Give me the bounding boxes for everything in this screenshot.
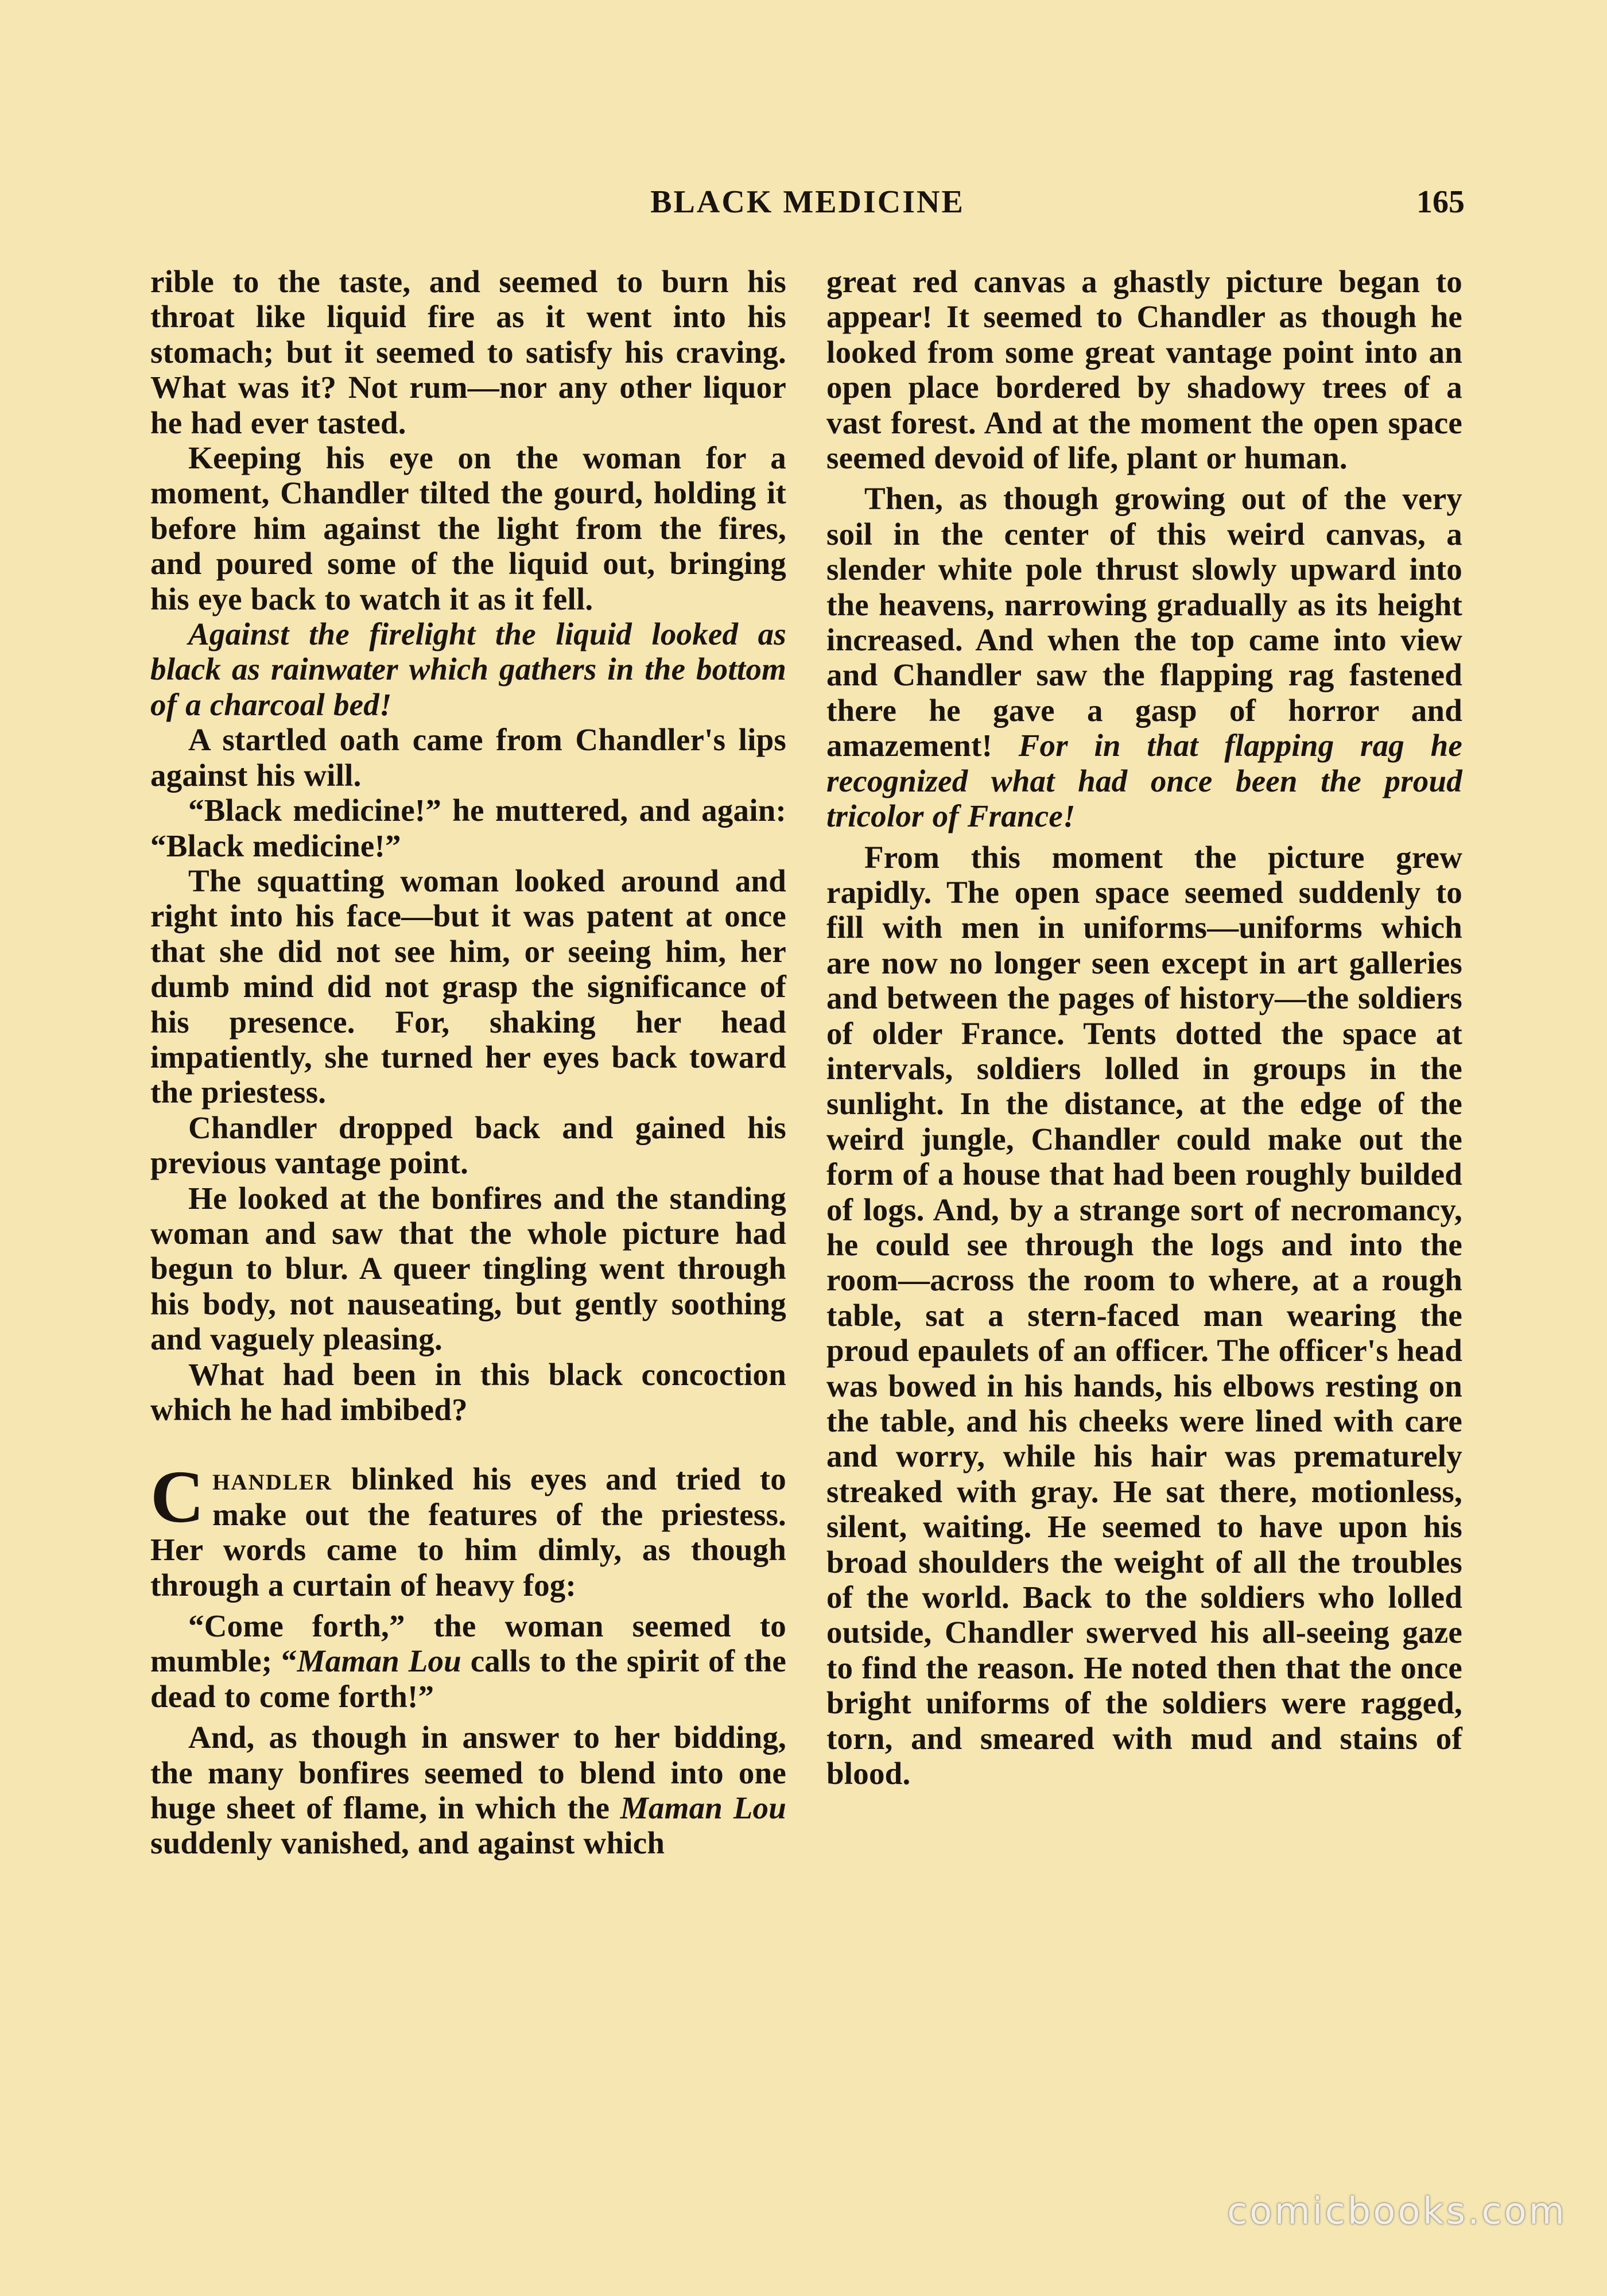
paragraph: He looked at the bonfires and the standing woman and saw that the whole picture had begun to blur. A queer tingling went through his body, not nauseating, but gently soothing and vaguely pleasing. <box>150 1180 786 1357</box>
paragraph: From this moment the picture grew rapidly. The open space seemed suddenly to fill with men in uniforms—uniforms which are now no longer seen except in art galleries and between the pages of history—the soldiers of older France. Tents dotted the space at intervals, soldiers lolled in groups in the sunlight. In the distance, at the edge of the weird jungle, Chandler could make out the form of a house that had been roughly builded of logs. And, by a strange sort of necromancy, he could see through the logs and into the room—across the room to where, at a rough table, sat a stern-faced man wearing the proud epaulets of an officer. The officer's head was bowed in his hands, his elbows resting on the table, and his cheeks were lined with care and worry, while his hair was prematurely streaked with gray. He sat there, motionless, silent, waiting. He seemed to have upon his broad shoulders the weight of all the troubles of the world. Back to the soldiers who lolled outside, Chandler swerved his all-seeing gaze to find the reason. He noted then that the once bright uniforms of the soldiers were ragged, torn, and smeared with mud and stains of blood. <box>826 839 1462 1791</box>
paragraph: Keeping his eye on the woman for a moment, Chandler tilted the gourd, holding it before him against the light from the fires, and poured some of the liquid out, bringing his eye back to watch it as it fell. <box>150 440 786 616</box>
paragraph: What had been in this black concoction which he had imbibed? <box>150 1356 786 1427</box>
paragraph: The squatting woman looked around and right into his face—but it was patent at once that she did not see him, or seeing him, her dumb mind did not grasp the significance of his presence. For, shaking her head impatiently, she turned her eyes back toward the priestess. <box>150 863 786 1110</box>
running-title: BLACK MEDICINE <box>650 184 965 220</box>
paragraph: “Black medicine!” he muttered, and again: “Black medicine!” <box>150 793 786 863</box>
section-opening-paragraph <box>150 1456 786 1603</box>
italic-phrase: Maman Lou <box>620 1790 786 1826</box>
paragraph: great red canvas a ghastly picture began to appear! It seemed to Chandler as though he looked from some great vantage point into an open place bordered by shadowy trees of a vast forest. And at the moment the open space seemed devoid of life, plant or human. <box>826 264 1462 476</box>
page-header <box>150 179 1465 225</box>
small-caps-word: handler <box>212 1461 333 1497</box>
italic-phrase: Maman Lou <box>297 1643 461 1679</box>
drop-cap: C <box>150 1456 205 1539</box>
paragraph-italic: Against the firelight the liquid looked as black as rainwater which gathers in the bottom of a charcoal bed! <box>150 616 786 722</box>
paragraph: A startled oath came from Chandler's lips against his will. <box>150 722 786 793</box>
paragraph: Chandler dropped back and gained his previous vantage point. <box>150 1110 786 1181</box>
paragraph-text: suddenly vanished, and against which <box>150 1825 665 1861</box>
paragraph-text: Then, as though growing out of the very soil in the center of this weird canvas, a slender white pole thrust slowly upward into the heavens, narrowing gradually as its height increased. And when the top came into view and Chandler saw the flapping rag fastened there he gave a gasp of horror and amazement! <box>826 481 1462 763</box>
paragraph-text: “Come forth,” the woman seemed to mumble; “ <box>150 1608 786 1679</box>
paragraph-text: blinked his eyes and tried to make out the features of the priestess. Her words came to him dimly, as though through a curtain of heavy fog: <box>150 1461 786 1603</box>
watermark: comicbooks.com <box>1226 2190 1567 2233</box>
paragraph <box>150 1720 786 1861</box>
page-number: 165 <box>1416 184 1465 220</box>
paragraph-text: And, as though in answer to her bidding, the many bonfires seemed to blend into one huge sheet of flame, in which the <box>150 1720 786 1826</box>
italic-phrase: For in that flapping rag he recognized what had once been the proud tricolor of France! <box>826 728 1462 834</box>
paragraph: rible to the taste, and seemed to burn his throat like liquid fire as it went into his stomach; but it seemed to satisfy his craving. What was it? Not rum—nor any other liquor he had ever tasted. <box>150 264 786 440</box>
left-column <box>150 264 786 1861</box>
paragraph <box>150 1608 786 1714</box>
paragraph-text: calls to the spirit of the dead to come forth!” <box>150 1643 786 1714</box>
right-column <box>826 264 1462 1791</box>
paragraph <box>826 481 1462 833</box>
